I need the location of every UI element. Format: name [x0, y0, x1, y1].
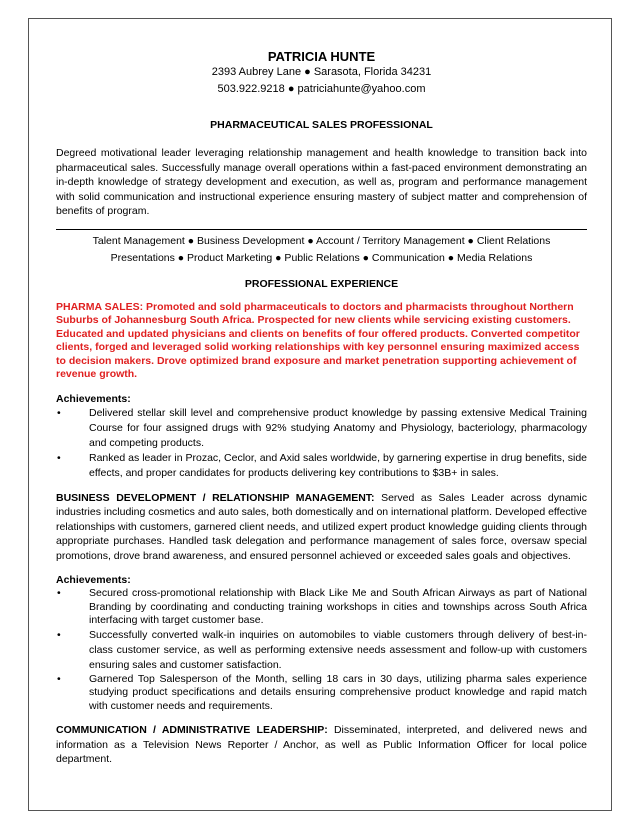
phone-email-line: 503.922.9218 ● patriciahunte@yahoo.com: [217, 83, 426, 95]
resume-page: [28, 18, 612, 811]
achievements-list-1: [56, 406, 587, 481]
list-item: [56, 406, 587, 451]
skills-line-2: Presentations ● Product Marketing ● Public Relations ● Communication ● Media Relations: [110, 251, 533, 264]
achievements-label-1: Achievements:: [56, 392, 131, 405]
list-item-text: Ranked as leader in Prozac, Ceclor, and Axid sales worldwide, by garnering expertise in drug benefits, side effects, and proper candidates for products delivering key contributions to $3B+ in sales.: [89, 451, 587, 479]
bullet-icon: •: [57, 628, 61, 641]
list-item-text: Secured cross-promotional relationship with Black Like Me and South African Airways as part of National Branding by coordinating and conducting training workshops in cities and townships across South Africa interfacing with target customer base.: [89, 587, 587, 626]
list-item: [56, 628, 587, 673]
experience-heading: PROFESSIONAL EXPERIENCE: [244, 277, 399, 290]
bullet-icon: •: [57, 587, 61, 599]
achievements-list-2: [56, 587, 587, 713]
list-item-text: Successfully converted walk-in inquiries on automobiles to viable customers through delivery of best-in-class customer service, as well as performing extensive needs assessment and follow-up with customers ensuring sales and customer satisfaction.: [89, 628, 587, 671]
bullet-icon: •: [57, 451, 61, 464]
professional-title: PHARMACEUTICAL SALES PROFESSIONAL: [210, 119, 433, 131]
pharma-sales-paragraph: PHARMA SALES: Promoted and sold pharmaceuticals to doctors and pharmacists throughout Northern Suburbs of Johannesburg South Africa. Prospected for new clients while servicing existing customers. Educated and updated physicians and clients on benefits of four offered products. Converted competitor clients, forged and leveraged solid working relationships with key personnel ensuring maximized access to decision makers. Drove optimized brand exposure and market penetration supporting achievement of revenue growth.: [56, 300, 580, 380]
bullet-icon: •: [57, 672, 61, 685]
list-item-text: Delivered stellar skill level and comprehensive product knowledge by passing extensive Medical Training Course for four assigned drugs with 92% studying Anatomy and Physiology, bacteriology, pharmacology and competing products.: [89, 406, 587, 449]
summary-paragraph: Degreed motivational leader leveraging relationship management and health knowledge to transition back into pharmaceutical sales. Successfully manage overall operations within a fast-paced environment demonstrating an in-depth knowledge of strategy development and execution, as well as, program and performance management with solid communication and instructional experience ensuring mastery of subject matter and comprehension of benefits of program.: [56, 147, 587, 217]
resume-content: [56, 49, 587, 767]
candidate-name: PATRICIA HUNTE: [267, 49, 376, 64]
address-line: 2393 Aubrey Lane ● Sarasota, Florida 34231: [211, 66, 432, 78]
list-item: [56, 451, 587, 481]
bullet-icon: •: [57, 406, 61, 419]
skills-line-1: Talent Management ● Business Development ● Account / Territory Management ● Client Relations: [92, 234, 551, 247]
list-item: [56, 587, 587, 628]
business-development-heading: BUSINESS DEVELOPMENT / RELATIONSHIP MANAGEMENT:: [56, 491, 375, 504]
achievements-label-2: Achievements:: [56, 574, 131, 586]
communication-heading: COMMUNICATION / ADMINISTRATIVE LEADERSHIP:: [56, 724, 328, 736]
business-development-paragraph: [56, 491, 587, 564]
communication-text: Disseminated, interpreted, and delivered news and information as a Television News Reporter / Anchor, as well as Public Information Officer for local police department.: [56, 724, 588, 765]
list-item: [56, 673, 587, 714]
business-development-text: Served as Sales Leader across dynamic industries including cosmetics and auto sales, both domestically and on international platform. Developed effective relationships with customers, garnered client needs, and utilized expert product knowledge guiding clients through appropriate purchases. Handled task delegation and performance management of sales force, oversaw special promotions, drove brand awareness, and ensured personnel achieved or exceeded sales goals and objectives.: [56, 491, 587, 562]
list-item-text: Garnered Top Salesperson of the Month, selling 18 cars in 30 days, utilizing pharma sales experience studying product specifications and details ensuring comprehensive product knowledge and rapid match with customer needs and requirements.: [89, 672, 587, 712]
communication-paragraph: [56, 723, 587, 767]
skills-block: [56, 229, 587, 267]
